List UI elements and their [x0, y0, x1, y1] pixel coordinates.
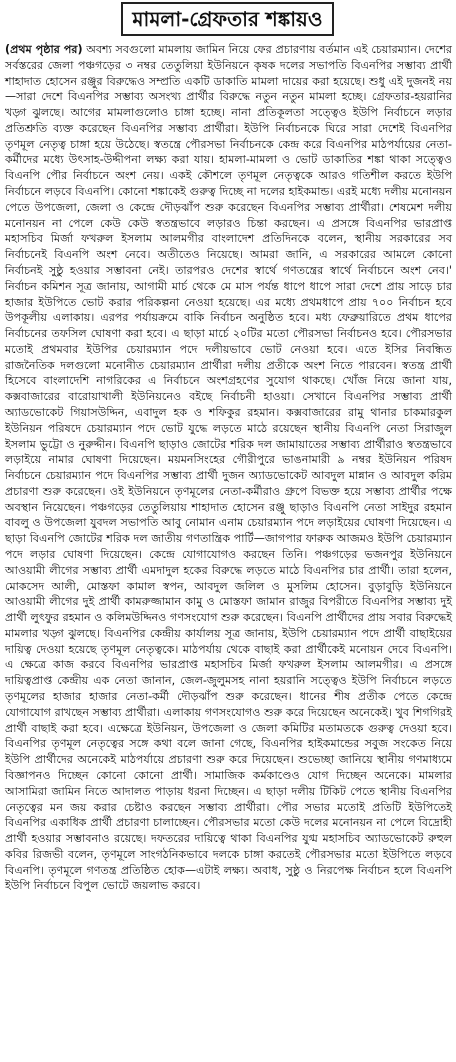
headline-box	[121, 2, 334, 36]
article-body	[5, 42, 452, 894]
article-paragraph	[5, 42, 452, 894]
continued-from-front-page-label: (প্রথম পৃষ্ঠার পর)	[5, 43, 83, 56]
article-text: অবশ্য সবগুলো মামলায় জামিন নিয়ে ফের প্রচারণায় বর্তমান এই চেয়ারম্যান। দেশের সর্বস্তরের জেলা পঞ্চগড়ের ৩ নম্বর তেতুলিয়া ইউনিয়নে কৃষক দলের সভাপতি বিএনপির সম্ভাব্য প্রার্থী শাহাদাত হোসেন রঞ্জুর বিরুদ্ধেও সম্প্রতি একটি ডাকাতি মামলা দায়ের করা হয়েছে। শুধু এই দুজনই নয়—সারা দেশে বিএনপির সম্ভাব্য অসংখ্য প্রার্থীর বিরুদ্ধে নতুন নতুন মামলা হচ্ছে। গ্রেফতার-হয়রানির খড়্গ ঝুলছে। আগের মামলাগুলোও চাঙ্গা হচ্ছে। নানা প্রতিকূলতা সত্ত্বেও ইউপি নির্বাচনে লড়ার প্রতিশ্রুতি ব্যক্ত করেছেন বিএনপির সম্ভাব্য প্রার্থীরা। ইউপি নির্বাচনকে ঘিরে সারা দেশেই বিএনপির তৃণমূল নেতৃত্ব চাঙ্গা হয়ে উঠেছে। স্বতন্ত্রে পৌরসভা নির্বাচনকে কেন্দ্র করে বিএনপির মাঠপর্যায়ের নেতা-কর্মীদের মধ্যে উৎসাহ-উদ্দীপনা লক্ষ্য করা যায়। হামলা-মামলা ও ভোট ডাকাতির শঙ্কা থাকা সত্ত্বেও বিএনপি পৌর নির্বাচনে অংশ নেয়। একই কৌশলে তৃণমূল নেতৃত্বকে আরও গতিশীল করতে ইউপি নির্বাচনে লড়বে বিএনপি। কোনো শঙ্কাকেই গুরুত্ব দিচ্ছে না দলের হাইকমান্ড। এরই মধ্যে দলীয় মনোনয়ন পেতে উপজেলা, জেলা ও কেন্দ্রে দৌড়ঝাঁপ শুরু করেছেন বিএনপির সম্ভাব্য প্রার্থীরা। শেষমেশ দলীয় মনোনয়ন না পেলে কেউ কেউ স্বতন্ত্রভাবে লড়ারও চিন্তা করছেন। এ প্রসঙ্গে বিএনপির ভারপ্রাপ্ত মহাসচিব মির্জা ফখরুল ইসলাম আলমগীর বাংলাদেশ প্রতিদিনকে বলেন, স্থানীয় সরকারের সব নির্বাচনেই বিএনপি অংশ নেবে। অতীতেও নিয়েছে। আমরা জানি, এ সরকারের আমলে কোনো নির্বাচনই সুষ্ঠু হওয়ার সম্ভাবনা নেই। তারপরও দেশের স্বার্থে গণতন্ত্রের স্বার্থে নির্বাচনে অংশ নেব।' নির্বাচন কমিশন সূত্র জানায়, আগামী মার্চ থেকে মে মাস পর্যন্ত ধাপে ধাপে সারা দেশে প্রায় সাড়ে চার হাজার ইউপিতে ভোট করার পরিকল্পনা নেওয়া হয়েছে। এর মধ্যে প্রথমধাপে প্রায় ৭০০ নির্বাচন হবে উপকূলীয় এলাকায়। এরপর পর্যায়ক্রমে বাকি নির্বাচন অনুষ্ঠিত হবে। মধ্য ফেব্রুয়ারিতে প্রথম ধাপের নির্বাচনের তফসিল ঘোষণা করা হবে। এ ছাড়া মার্চে ২০টির মতো পৌরসভা নির্বাচনও হবে। পৌরসভার মতোই প্রথমবার ইউপির চেয়ারম্যান পদে দলীয়ভাবে ভোট নেওয়া হবে। এতে ইসির নিবন্ধিত রাজনৈতিক দলগুলো মনোনীত চেয়ারম্যান প্রার্থীরা দলীয় প্রতীকে অংশ নিতে পারবেন। স্বতন্ত্র প্রার্থী হিসেবে বাংলাদেশি নাগরিকের এ নির্বাচনে অংশগ্রহণের সুযোগ থাকছে। খোঁজ নিয়ে জানা যায়, কক্সবাজারের বারোয়াখালী ইউনিয়নেও বইছে নির্বাচনী হাওয়া। সেখানে বিএনপির সম্ভাব্য প্রার্থী অ্যাডভোকেট গিয়াসউদ্দিন, এবাদুল হক ও শফিকুর রহমান। কক্সবাজারের রামু থানার চাকমারকুল ইউনিয়ন পরিষদে চেয়ারম্যান পদে ভোট যুদ্ধে লড়তে মাঠে রয়েছেন স্থানীয় বিএনপি নেতা সিরাজুল ইসলাম ভুট্টো ও নুরুদ্দীন। বিএনপি ছাড়াও জোটের শরিক দল জামায়াতের সম্ভাব্য প্রার্থীরাও স্বতন্ত্রভাবে লড়াইয়ে নামার ঘোষণা দিয়েছেন। ময়মনসিংহের গৌরীপুরে ভাঙনামারী ৯ নম্বর ইউনিয়ন পরিষদ নির্বাচনে চেয়ারম্যান পদে বিএনপির সম্ভাব্য প্রার্থী দুজন অ্যাডভোকেট আবদুল মান্নান ও আবদুল করিম প্রচারণা শুরু করেছেন। ওই ইউনিয়নে তৃণমূলের নেতা-কর্মীরাও গ্রুপে বিভক্ত হয়ে সম্ভাব্য প্রার্থীর পক্ষে অবস্থান নিয়েছেন। পঞ্চগড়ের তেতুলিয়ায় শাহাদাত হোসেন রঞ্জু ছাড়াও বিএনপি নেতা সাইদুর রহমান বাবলু ও উপজেলা যুবদল সভাপতি আবু নোমান এনাম চেয়ারম্যান পদে লড়াইয়ের ঘোষণা দিয়েছেন। এ ছাড়া বিএনপি জোটের শরিক দল জাতীয় গণতান্ত্রিক পার্টি—জাগপার ফারুক আজমও ইউপি চেয়ারম্যান পদে লড়ার ঘোষণা দিয়েছেন। কেন্দ্রে যোগাযোগও করছেন তিনি। পঞ্চগড়ের ভজনপুর ইউনিয়নে আওয়ামী লীগের সম্ভাব্য প্রার্থী এমদাদুল হকের বিরুদ্ধে লড়তে মাঠে বিএনপির চার প্রার্থী। তারা হলেন, মোকসেদ আলী, মোস্তফা কামাল স্বপন, আবদুল জলিল ও মুসলিম হোসেন। বুড়াবুড়ি ইউনিয়নে আওয়ামী লীগের দুই প্রার্থী কামরুজ্জামান কামু ও মোস্তফা জামান রাজুর বিপরীতে বিএনপির সম্ভাব্য দুই প্রার্থী লুৎফুর রহমান ও কলিমউদ্দিনও গণসংযোগ শুরু করেছেন। বিএনপি প্রার্থীদের প্রায় সবার বিরুদ্ধেই মামলার খড়্গ ঝুলছে। বিএনপির কেন্দ্রীয় কার্যালয় সূত্র জানায়, ইউপি চেয়ারম্যান পদে প্রার্থী বাছাইয়ের দায়িত্ব দেওয়া হয়েছে তৃণমূল নেতৃত্বকে। মাঠপর্যায় থেকে বাছাই করা প্রার্থীকেই মনোয়ন দেবে বিএনপি। এ ক্ষেত্রে কাজ করবে বিএনপির ভারপ্রাপ্ত মহাসচিব মির্জা ফখরুল ইসলাম আলমগীর। এ প্রসঙ্গে দায়িত্বপ্রাপ্ত কেন্দ্রীয় এক নেতা জানান, জেল-জুলুমসহ নানা হয়রানি সত্ত্বেও ইউপি নির্বাচনে লড়তে তৃণমূলের হাজার হাজার নেতা-কর্মী দৌড়ঝাঁপ শুরু করেছেন। ধানের শীষ প্রতীক পেতে কেন্দ্রে যোগাযোগ রাখছেন সম্ভাব্য প্রার্থীরা। এলাকায় গণসংযোগও শুরু করে দিয়েছেন অনেকেই। খুব শিগগিরই প্রার্থী বাছাই করা হবে। এক্ষেত্রে ইউনিয়ন, উপজেলা ও জেলা কমিটির মতামতকে গুরুত্ব দেওয়া হবে। বিএনপির তৃণমূল নেতৃত্বের সঙ্গে কথা বলে জানা গেছে, বিএনপির হাইকমান্ডের সবুজ সংকেত নিয়ে ইউপি প্রার্থীদের অনেকেই মাঠপর্যায়ে প্রচারণা শুরু করে দিয়েছেন। শুভেচ্ছা জানিয়ে স্থানীয় গণমাধ্যমে বিজ্ঞাপনও দিচ্ছেন কোনো কোনো প্রার্থী। সামাজিক কর্মকাণ্ডেও যোগ দিচ্ছেন অনেকে। মামলার আসামিরা জামিন নিতে আদালত পাড়ায় ধরনা দিচ্ছেন। এ ছাড়া দলীয় টিকিট পেতে স্থানীয় বিএনপির নেতৃত্বের মন জয় করার চেষ্টাও করছেন সম্ভাব্য প্রার্থীরা। পৌর সভার মতোই প্রতিটি ইউপিতেই বিএনপির একাধিক প্রার্থী প্রচারণা চালাচ্ছেন। পৌরসভার মতো কেউ দলের মনোনয়ন না পেলে বিদ্রোহী প্রার্থী হওয়ার সম্ভাবনাও রয়েছে। দফতরের দায়িত্বে থাকা বিএনপির যুগ্ম মহাসচিব অ্যাডভোকেট রুহুল কবির রিজভী বলেন, তৃণমূলে সাংগঠনিকভাবে দলকে চাঙ্গা করতেই পৌরসভার মতো ইউপিতে লড়বে বিএনপি। তৃণমূলে গণতন্ত্র প্রতিষ্ঠিত হোক—এটাই লক্ষ্য। অবাধ, সুষ্ঠু ও নিরপেক্ষ নির্বাচন হলে বিএনপি ইউপি নির্বাচনে বিপুল ভোটে জয়লাভ করবে।	[5, 43, 453, 893]
headline: মামলা-গ্রেফতার শঙ্কায়ও	[132, 7, 323, 31]
